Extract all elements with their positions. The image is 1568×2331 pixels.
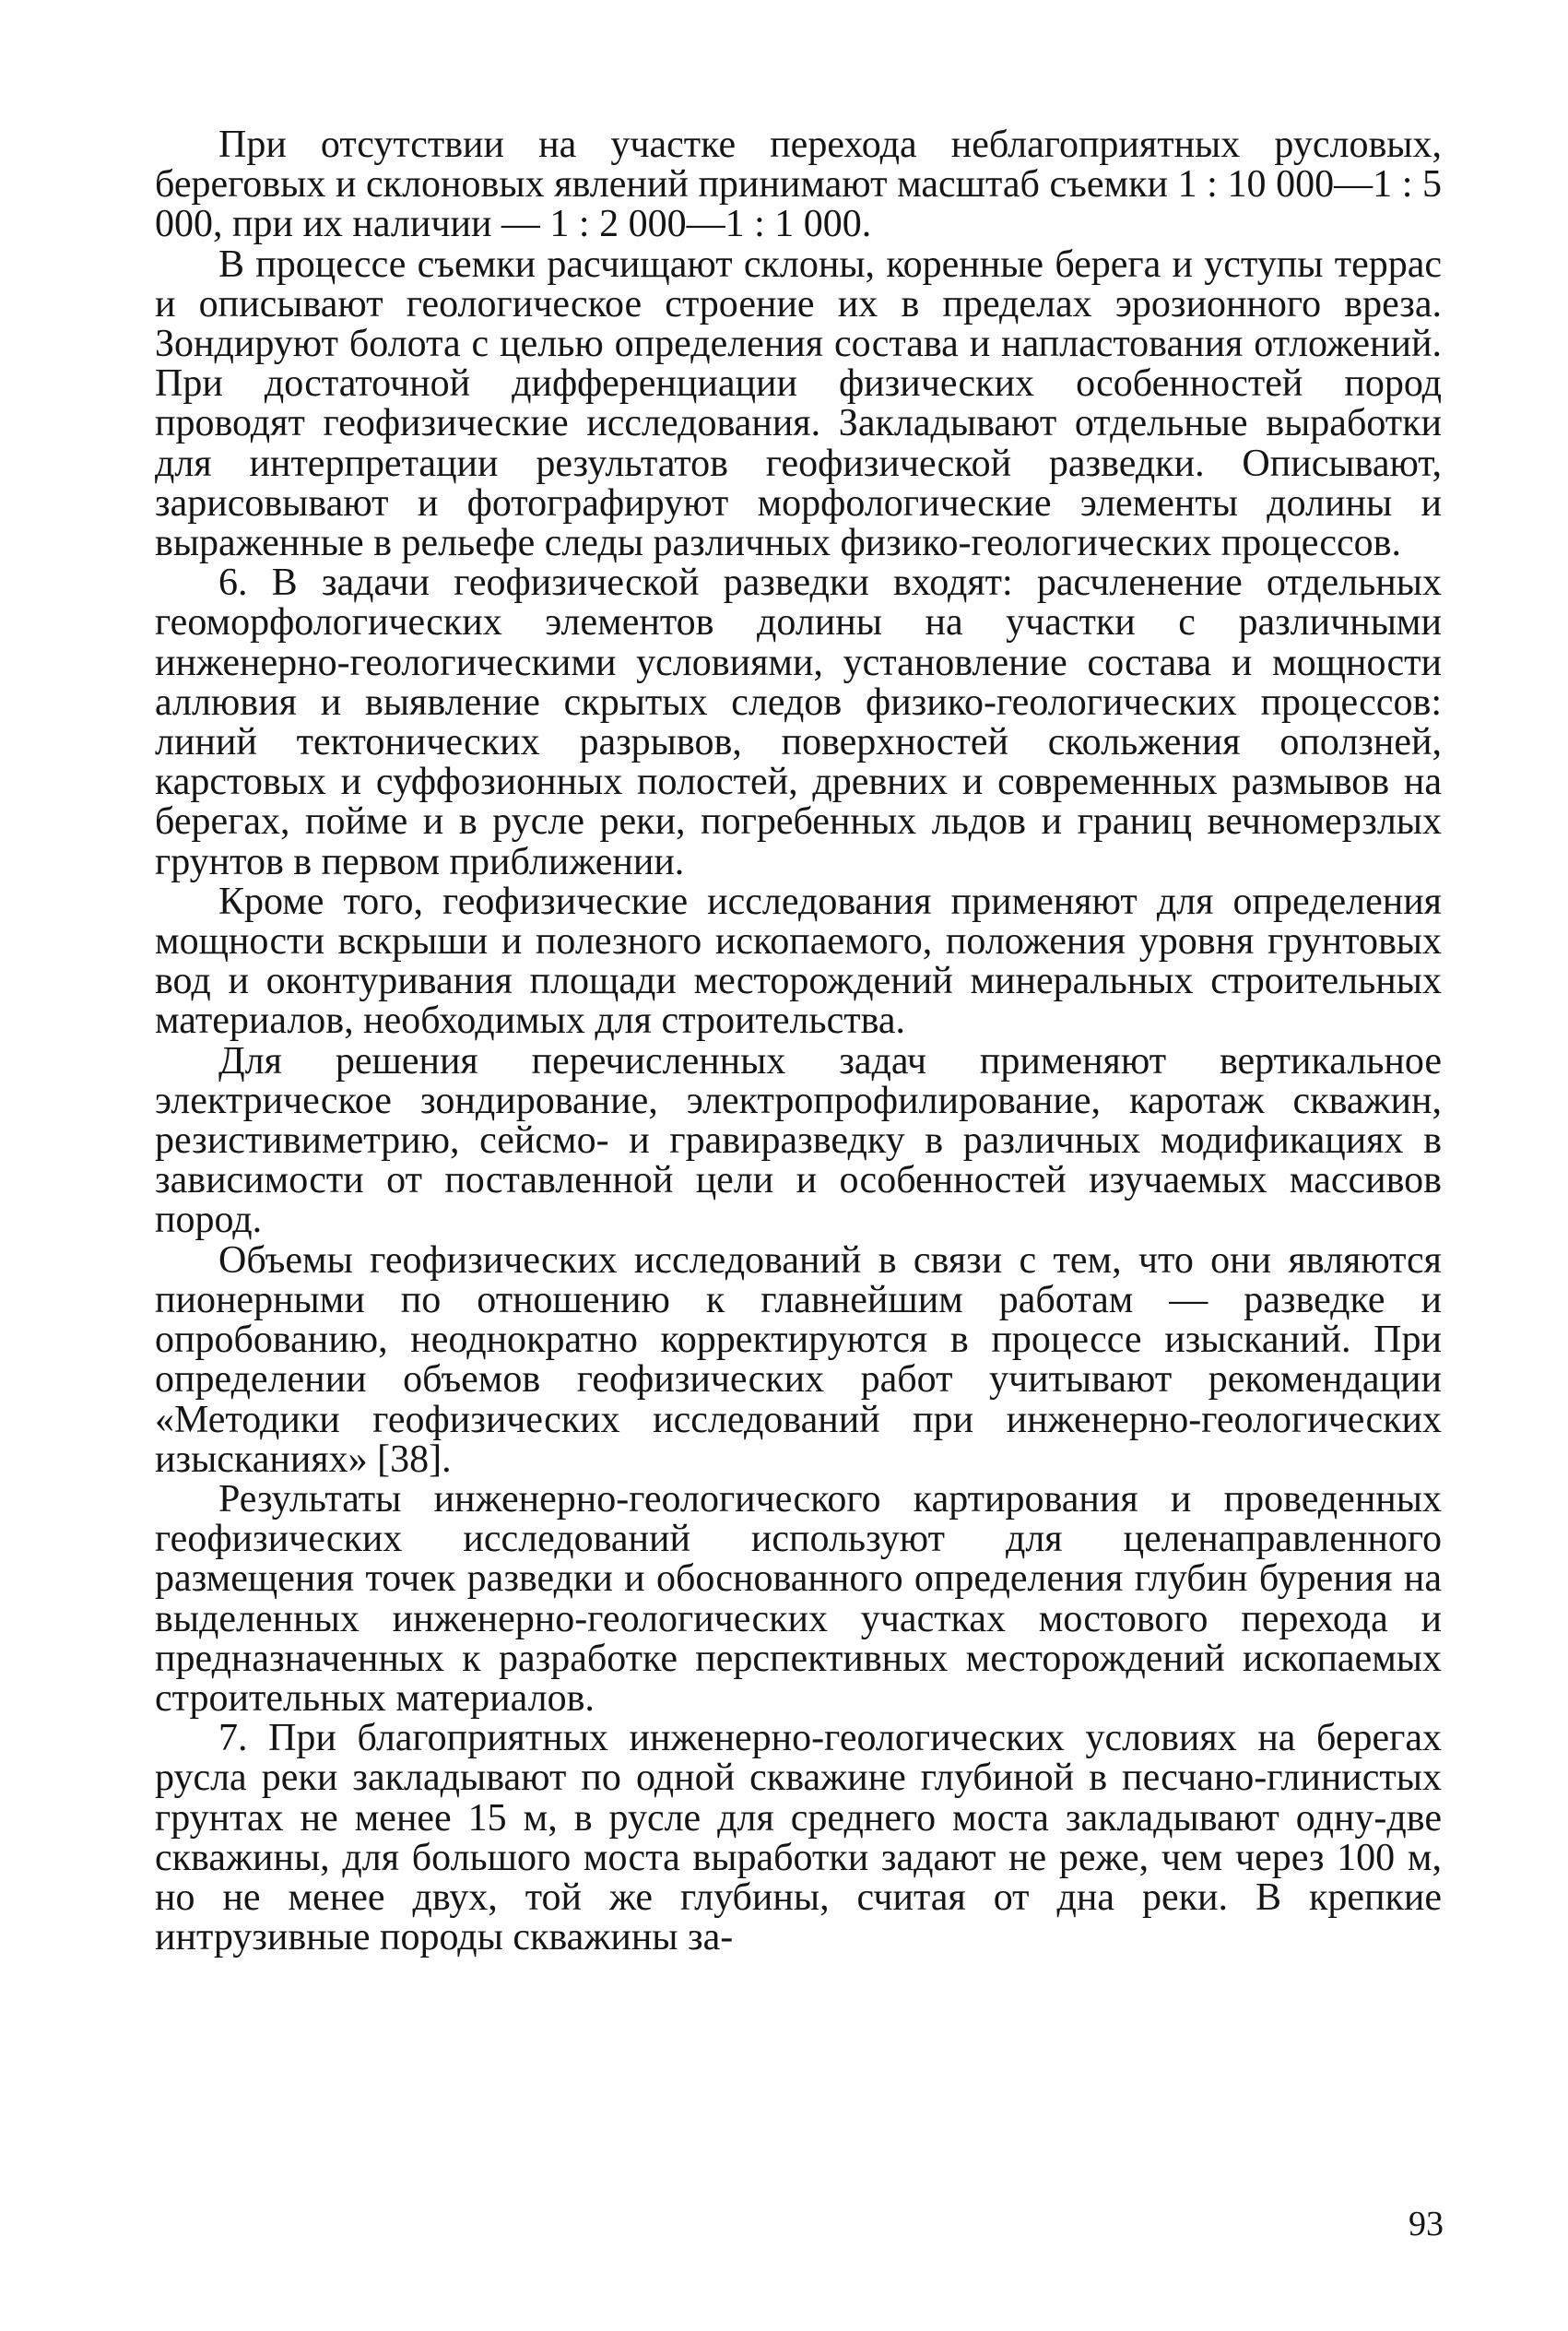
paragraph-geophysics-tasks: 6. В задачи геофизической разведки входят: расчленение отдельных геоморфологических элементов долины на участки с различными инженерно-геологическими условиями, установление состава и мощности аллювия и выявление скрытых следов физико-геологических процессов: линий тектонических разрывов, поверхностей скольжения оползней, карстовых и суффозионных полостей, древних и современных размывов на берегах, пойме и в русле реки, погребенных льдов и границ вечномерзлых грунтов в первом приближении. <box>155 562 1442 883</box>
paragraph-results: Результаты инженерно-геологического картирования и проведенных геофизических исследований используют для целенаправленного размещения точек разведки и обоснованного определения глубин бурения на выделенных инженерно-геологических участках мостового перехода и предназначенных к разработке перспективных месторождений ископаемых строительных материалов. <box>155 1477 1442 1720</box>
paragraph-methods: Для решения перечисленных задач применяют вертикальное электрическое зондирование, электропрофилирование, каротаж скважин, резистивиметрию, сейсмо- и гравиразведку в различных модификациях в зависимости от поставленной цели и особенностей изучаемых массивов пород. <box>155 1039 1442 1242</box>
page-number: 93 <box>1409 2205 1444 2243</box>
paragraph-survey-scale: При отсутствии на участке перехода неблагоприятных русловых, береговых и склоновых явлений принимают масштаб съемки 1 : 10 000—1 : 5 000, при их наличии — 1 : 2 000—1 : 1 000. <box>155 124 1442 246</box>
paragraph-geophysics-additional: Кроме того, геофизические исследования применяют для определения мощности вскрыши и полезного ископаемого, положения уровня грунтовых вод и оконтуривания площади месторождений минеральных строительных материалов, необходимых для строительства. <box>155 880 1442 1043</box>
page-text-body <box>155 125 1442 1958</box>
paragraph-boreholes: 7. При благоприятных инженерно-геологических условиях на берегах русла реки закладывают по одной скважине глубиной в песчано-глинистых грунтах не менее 15 м, в русле для среднего моста закладывают одну-две скважины, для большого моста выработки задают не реже, чем через 100 м, но не менее двух, той же глубины, считая от дна реки. В крепкие интрузивные породы скважины за- <box>155 1717 1442 1959</box>
paragraph-survey-process: В процессе съемки расчищают склоны, коренные берега и уступы террас и описывают геологическое строение их в пределах эрозионного вреза. Зондируют болота с целью определения состава и напластования отложений. При достаточной дифференциации физических особенностей пород проводят геофизические исследования. Закладывают отдельные выработки для интерпретации результатов геофизической разведки. Описывают, зарисовывают и фотографируют морфологические элементы долины и выраженные в рельефе следы различных физико-геологических процессов. <box>155 243 1442 565</box>
paragraph-volumes: Объемы геофизических исследований в связи с тем, что они являются пионерными по отношению к главнейшим работам — разведке и опробованию, неоднократно корректируются в процессе изысканий. При определении объемов геофизических работ учитывают рекомендации «Методики геофизических исследований при инженерно-геологических изысканиях» [38]. <box>155 1238 1442 1481</box>
